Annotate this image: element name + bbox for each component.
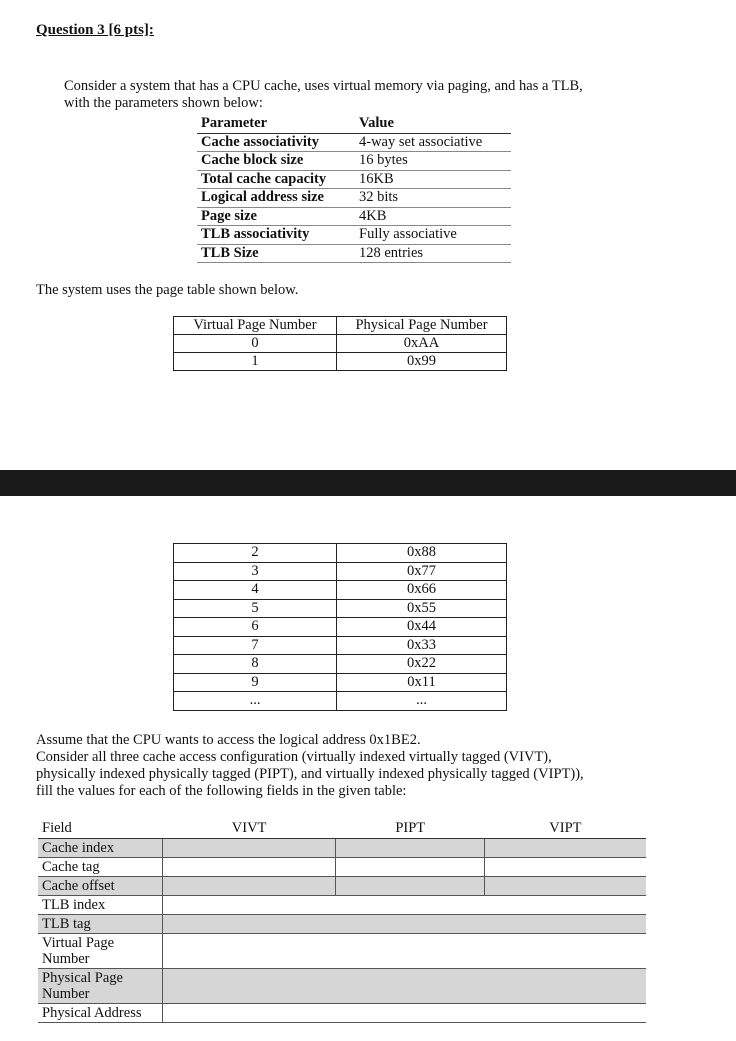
assumption-line: physically indexed physically tagged (PIPT), and virtually indexed physically tagged (VIPT)), — [36, 766, 584, 782]
field-label: Cache tag — [38, 858, 163, 877]
intro-line: Consider a system that has a CPU cache, uses virtual memory via paging, and has a TLB, — [64, 78, 583, 94]
parameter-value: 16KB — [355, 170, 511, 189]
vivt-answer-cell[interactable] — [163, 877, 336, 896]
vpn-cell: 0 — [174, 335, 337, 353]
ppn-cell: 0x11 — [337, 673, 507, 692]
ppn-cell: 0x33 — [337, 636, 507, 655]
value-header: Value — [355, 115, 511, 133]
vpn-cell: 7 — [174, 636, 337, 655]
vpn-cell: 2 — [174, 544, 337, 563]
field-label: Physical Page Number — [38, 969, 163, 1004]
assumption-line: Assume that the CPU wants to access the logical address 0x1BE2. — [36, 732, 421, 748]
ppn-header: Physical Page Number — [337, 317, 507, 335]
answer-row — [38, 934, 646, 969]
parameter-row — [197, 152, 511, 171]
page-table-intro: The system uses the page table shown below. — [36, 282, 299, 298]
parameter-header: Parameter — [197, 115, 355, 133]
parameter-row — [197, 244, 511, 263]
pipt-header: PIPT — [336, 818, 485, 839]
vpn-cell: ... — [174, 692, 337, 711]
answer-row — [38, 1004, 646, 1023]
vivt-header: VIVT — [163, 818, 336, 839]
answer-row — [38, 896, 646, 915]
vipt-answer-cell[interactable] — [485, 858, 646, 877]
ppn-cell: 0x99 — [337, 353, 507, 371]
field-label: Physical Address — [38, 1004, 163, 1023]
field-header: Field — [38, 818, 163, 839]
vpn-cell: 8 — [174, 655, 337, 674]
ppn-cell: 0x88 — [337, 544, 507, 563]
parameter-name: TLB associativity — [197, 226, 355, 245]
pipt-answer-cell[interactable] — [336, 839, 485, 858]
field-label: Virtual Page Number — [38, 934, 163, 969]
answer-row — [38, 877, 646, 896]
intro-line: with the parameters shown below: — [64, 95, 263, 111]
shared-answer-cell[interactable] — [163, 934, 647, 969]
vivt-answer-cell[interactable] — [163, 839, 336, 858]
parameter-value: 32 bits — [355, 189, 511, 208]
page-table-row — [174, 655, 507, 674]
vpn-cell: 3 — [174, 562, 337, 581]
pipt-answer-cell[interactable] — [336, 877, 485, 896]
assumption-line: Consider all three cache access configuration (virtually indexed virtually tagged (VIVT), — [36, 749, 552, 765]
parameter-name: Total cache capacity — [197, 170, 355, 189]
answer-header-row — [38, 818, 646, 839]
ppn-cell: 0x66 — [337, 581, 507, 600]
parameter-value: 4-way set associative — [355, 133, 511, 152]
field-label: Cache offset — [38, 877, 163, 896]
parameter-name: TLB Size — [197, 244, 355, 263]
shared-answer-cell[interactable] — [163, 896, 647, 915]
ppn-cell: 0x77 — [337, 562, 507, 581]
parameter-value: 4KB — [355, 207, 511, 226]
pipt-answer-cell[interactable] — [336, 858, 485, 877]
parameter-row — [197, 133, 511, 152]
vpn-cell: 4 — [174, 581, 337, 600]
vipt-answer-cell[interactable] — [485, 839, 646, 858]
vpn-header: Virtual Page Number — [174, 317, 337, 335]
page-table-row — [174, 562, 507, 581]
page-table-header-row — [174, 317, 507, 335]
parameter-row — [197, 189, 511, 208]
answer-row — [38, 839, 646, 858]
parameter-name: Logical address size — [197, 189, 355, 208]
parameter-name: Cache associativity — [197, 133, 355, 152]
answer-row — [38, 915, 646, 934]
page-table-row — [174, 335, 507, 353]
ppn-cell: 0x55 — [337, 599, 507, 618]
shared-answer-cell[interactable] — [163, 969, 647, 1004]
parameter-value: 16 bytes — [355, 152, 511, 171]
parameters-header-row — [197, 115, 511, 133]
parameter-name: Page size — [197, 207, 355, 226]
page-table-row — [174, 692, 507, 711]
page-table-row — [174, 673, 507, 692]
intro-paragraph — [64, 78, 664, 112]
page-table-row — [174, 353, 507, 371]
parameter-value: 128 entries — [355, 244, 511, 263]
vpn-cell: 1 — [174, 353, 337, 371]
page-table-row — [174, 544, 507, 563]
page-table-continued — [173, 543, 507, 711]
page-break-bar — [0, 470, 736, 496]
shared-answer-cell[interactable] — [163, 915, 647, 934]
answer-row — [38, 969, 646, 1004]
field-label: Cache index — [38, 839, 163, 858]
answer-fields-table — [38, 818, 646, 1023]
ppn-cell: 0x44 — [337, 618, 507, 637]
assumption-paragraph — [36, 732, 716, 800]
page-table-row — [174, 618, 507, 637]
shared-answer-cell[interactable] — [163, 1004, 647, 1023]
ppn-cell: 0xAA — [337, 335, 507, 353]
vivt-answer-cell[interactable] — [163, 858, 336, 877]
assumption-line: fill the values for each of the following fields in the given table: — [36, 783, 407, 799]
field-label: TLB tag — [38, 915, 163, 934]
vipt-answer-cell[interactable] — [485, 877, 646, 896]
parameter-row — [197, 170, 511, 189]
ppn-cell: 0x22 — [337, 655, 507, 674]
question-title: Question 3 [6 pts]: — [36, 22, 154, 38]
answer-row — [38, 858, 646, 877]
parameter-name: Cache block size — [197, 152, 355, 171]
vpn-cell: 9 — [174, 673, 337, 692]
vpn-cell: 5 — [174, 599, 337, 618]
vpn-cell: 6 — [174, 618, 337, 637]
page-table-row — [174, 581, 507, 600]
parameter-row — [197, 226, 511, 245]
parameter-value: Fully associative — [355, 226, 511, 245]
page-table-top — [173, 316, 507, 371]
parameter-row — [197, 207, 511, 226]
page-table-row — [174, 636, 507, 655]
vipt-header: VIPT — [485, 818, 646, 839]
ppn-cell: ... — [337, 692, 507, 711]
page-table-row — [174, 599, 507, 618]
parameters-table — [197, 115, 511, 263]
field-label: TLB index — [38, 896, 163, 915]
